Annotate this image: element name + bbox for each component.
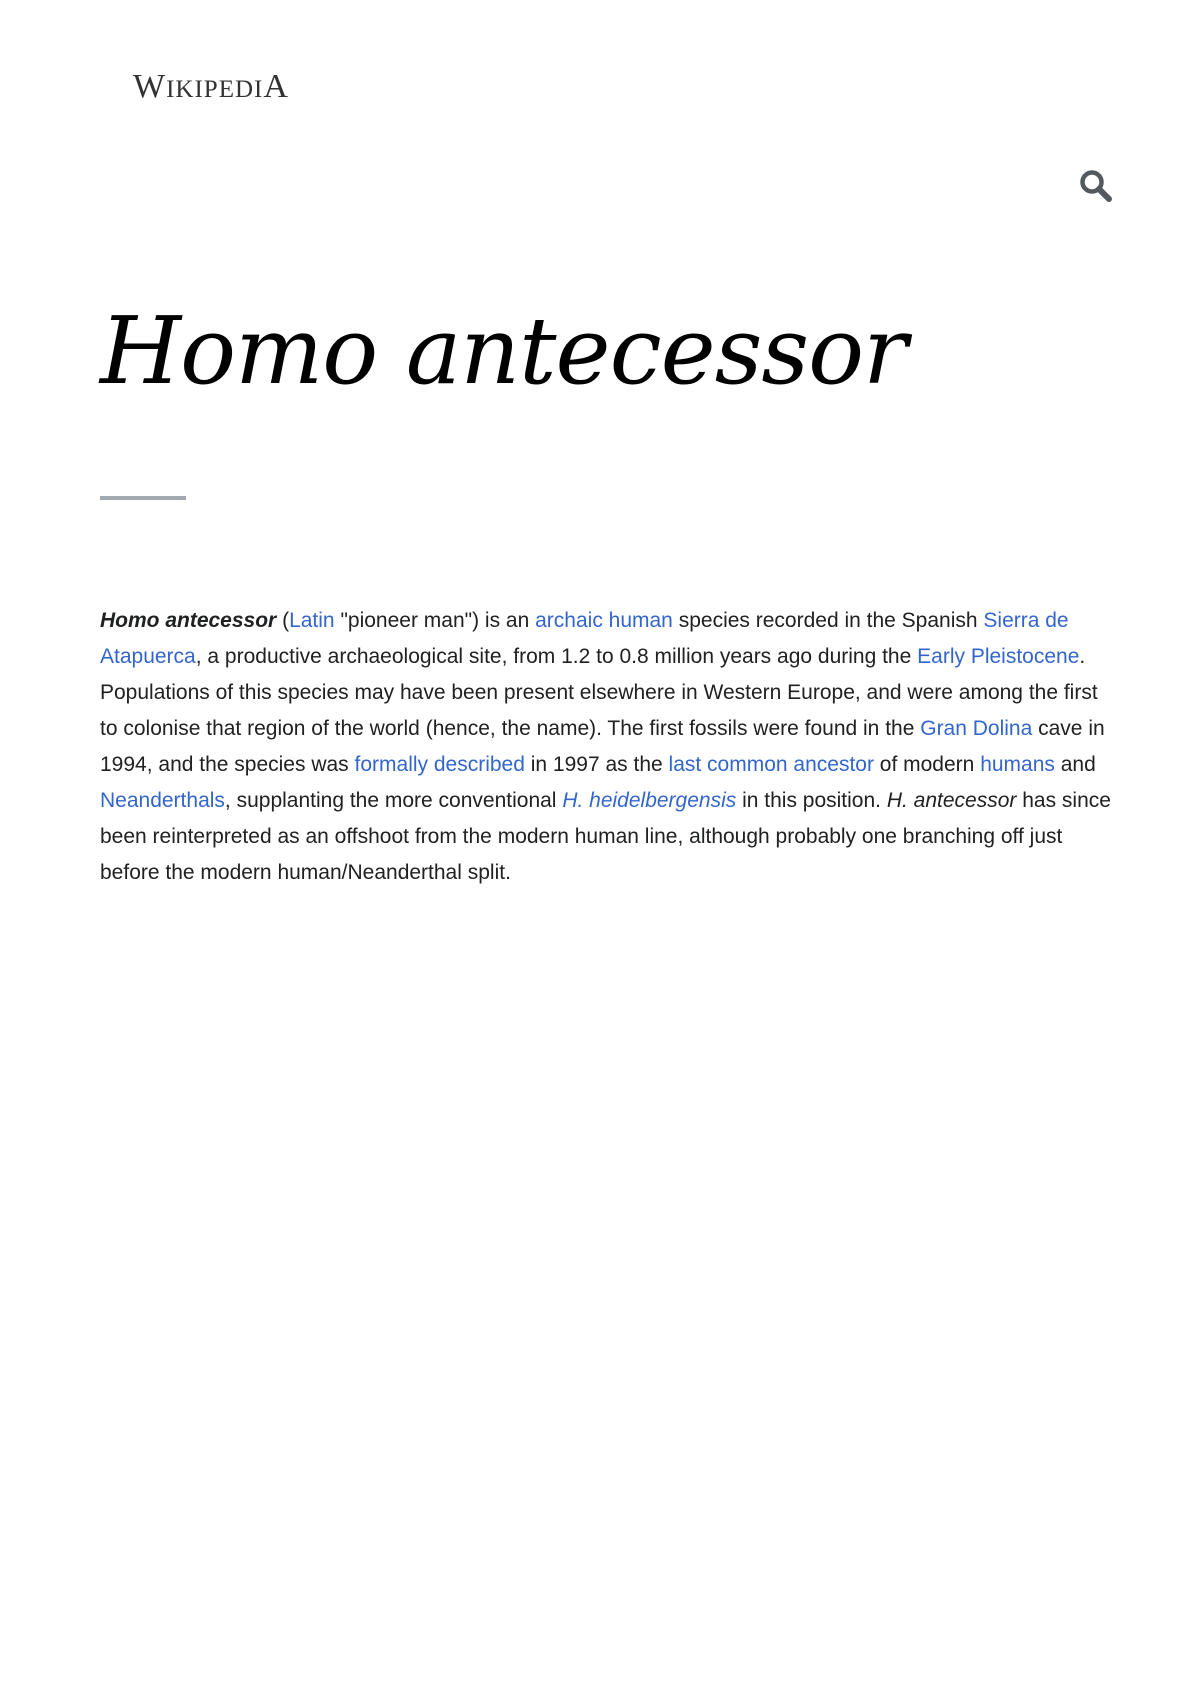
text-span: of modern xyxy=(873,753,981,776)
link-gran-dolina[interactable]: Gran Dolina xyxy=(920,717,1033,740)
page-title: Homo antecessor xyxy=(100,297,907,405)
text-span: in this position. xyxy=(736,789,887,812)
bold-title-term: Homo antecessor xyxy=(100,609,277,632)
link-archaic-human[interactable]: archaic human xyxy=(535,609,673,632)
link-last-common-ancestor[interactable]: last common ancestor xyxy=(668,753,874,776)
link-sierra-de-atapuerca[interactable]: Sierra de Atapuerca xyxy=(100,609,1069,668)
wikipedia-logo[interactable]: WIKIPEDIA xyxy=(133,68,289,105)
text-span: . Populations of this species may have been present elsewhere in Western Europe, and were among the first to colonise that region of the world (hence, the name). The first fossils were found in the xyxy=(100,645,1098,740)
link-latin[interactable]: Latin xyxy=(289,609,335,632)
text-span: "pioneer man") is an xyxy=(334,609,536,632)
search-icon xyxy=(1078,168,1114,204)
text-span: species recorded in the Spanish xyxy=(672,609,984,632)
text-span: and xyxy=(1054,753,1096,776)
title-divider xyxy=(100,496,186,500)
text-span: ( xyxy=(276,609,290,632)
text-span: has since been reinterpreted as an offshoot from the modern human line, although probably one branching off just before the modern human/Neanderthal split. xyxy=(100,789,1111,884)
text-span: cave in 1994, and the species was xyxy=(100,717,1105,776)
link-humans[interactable]: humans xyxy=(980,753,1055,776)
text-span: , a productive archaeological site, from 1.2 to 0.8 million years ago during the xyxy=(195,645,918,668)
text-span: , supplanting the more conventional xyxy=(224,789,563,812)
link-early-pleistocene[interactable]: Early Pleistocene xyxy=(917,645,1080,668)
italic-species-name: H. antecessor xyxy=(886,789,1017,812)
article-intro-paragraph xyxy=(100,603,1112,891)
link-h-heidelbergensis[interactable]: H. heidelbergensis xyxy=(562,789,737,812)
search-button[interactable] xyxy=(1078,168,1114,204)
link-formally-described[interactable]: formally described xyxy=(354,753,525,776)
link-neanderthals[interactable]: Neanderthals xyxy=(100,789,225,812)
text-span: in 1997 as the xyxy=(524,753,669,776)
